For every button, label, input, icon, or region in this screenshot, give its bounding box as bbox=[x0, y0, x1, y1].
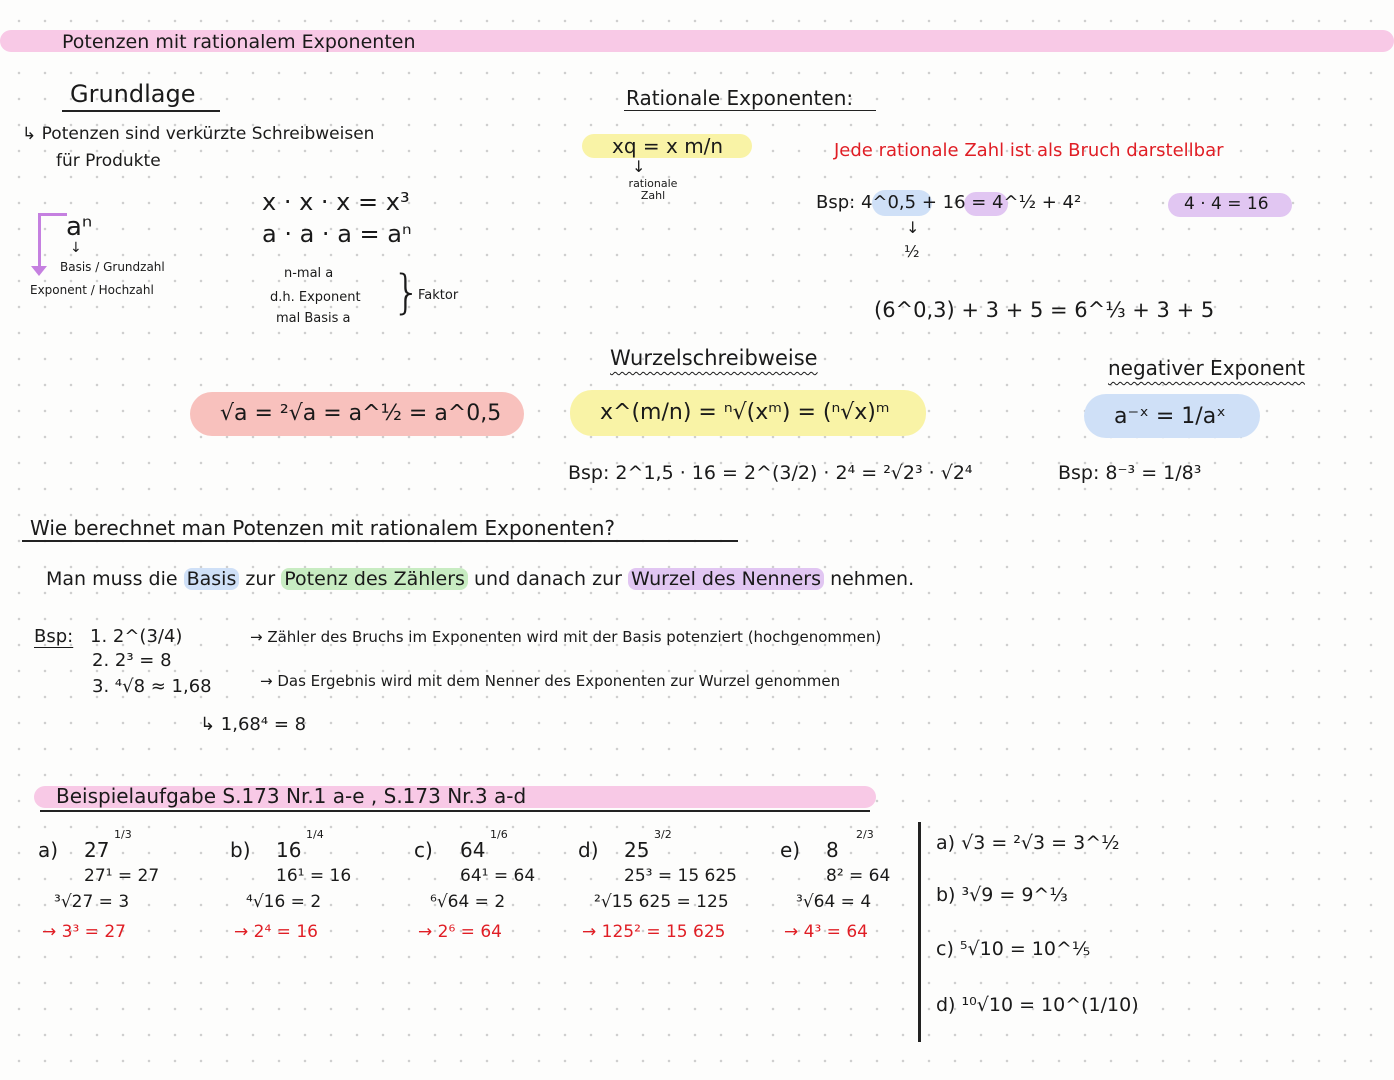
beispiel-heading: Beispielaufgabe S.173 Nr.1 a-e , S.173 Nr.3 a-d bbox=[56, 784, 527, 808]
q-arrow-icon: ↓ bbox=[632, 157, 646, 176]
wie-heading: Wie berechnet man Potenzen mit rationalem Exponenten? bbox=[30, 516, 615, 540]
beispiel-line4: → 3³ = 27 bbox=[42, 922, 126, 942]
beispiel-base: 27 bbox=[84, 838, 110, 862]
beispiel-line4: → 4³ = 64 bbox=[784, 922, 868, 942]
beispiel-line2: 64¹ = 64 bbox=[460, 866, 536, 886]
beispiel-label: d) bbox=[578, 838, 599, 862]
beispiel-right-item: b) ³√9 = 9^⅓ bbox=[936, 884, 1068, 906]
wurzel-heading: Wurzelschreibweise bbox=[610, 346, 818, 370]
beispiel-line4: → 2⁶ = 64 bbox=[418, 922, 502, 942]
exponent-arrow-head bbox=[31, 266, 47, 276]
wie-s6: Wurzel des Nenners bbox=[628, 568, 824, 590]
beispiel-right-item: d) ¹⁰√10 = 10^(1/10) bbox=[936, 994, 1139, 1016]
beispiel-exp: 1/4 bbox=[306, 828, 324, 841]
wie-s5: und danach zur bbox=[474, 568, 622, 590]
n-mal-a: n-mal a bbox=[284, 266, 334, 281]
beispiel-exp: 3/2 bbox=[654, 828, 672, 841]
beispiel-line2: 25³ = 15 625 bbox=[624, 866, 737, 886]
beispiel-line3: ⁶√64 = 2 bbox=[430, 892, 506, 912]
rational-formula: xq = x m/n bbox=[612, 134, 724, 158]
beispiel-base: 64 bbox=[460, 838, 486, 862]
half-arrow-icon: ↓ bbox=[906, 218, 920, 237]
brace-icon: } bbox=[392, 265, 422, 319]
wie-l1: 1. 2^(3/4) bbox=[90, 626, 183, 647]
negativ-heading: negativer Exponent bbox=[1108, 356, 1305, 380]
wie-underline bbox=[22, 540, 738, 542]
beispiel-line3: ³√64 = 4 bbox=[796, 892, 872, 912]
basis-label: Basis / Grundzahl bbox=[60, 260, 165, 274]
beispiel-right-item: a) √3 = ²√3 = 3^½ bbox=[936, 832, 1120, 854]
wie-l3-note: → Das Ergebnis wird mit dem Nenner des Exponenten zur Wurzel genommen bbox=[260, 672, 841, 690]
beispiel-label: a) bbox=[38, 838, 59, 862]
beispiel-label: c) bbox=[414, 838, 433, 862]
beispiel-line2: 16¹ = 16 bbox=[276, 866, 352, 886]
grundlage-underline bbox=[62, 110, 220, 112]
beispiel-line3: ²√15 625 = 125 bbox=[594, 892, 729, 912]
rational-heading: Rationale Exponenten: bbox=[626, 86, 854, 110]
beispiel-line2: 27¹ = 27 bbox=[84, 866, 160, 886]
mal-basis: mal Basis a bbox=[276, 311, 351, 326]
rational-bsp: Bsp: 4^0,5 + 16 = 4^½ + 4² bbox=[816, 192, 1082, 213]
wie-s7: nehmen. bbox=[830, 568, 915, 590]
negativ-bsp: Bsp: 8⁻³ = 1/8³ bbox=[1058, 462, 1202, 484]
eq-aaa: a · a · a = aⁿ bbox=[262, 220, 412, 248]
beispiel-line3: ⁴√16 = 2 bbox=[246, 892, 322, 912]
wie-l3: 3. ⁴√8 ≈ 1,68 bbox=[92, 676, 212, 697]
beispiel-base: 16 bbox=[276, 838, 302, 862]
sqrt-formula: √a = ²√a = a^½ = a^0,5 bbox=[220, 401, 502, 426]
wie-s1: Man muss die bbox=[46, 568, 178, 590]
exponent-label: Exponent / Hochzahl bbox=[30, 283, 154, 297]
down-arrow-icon: ↓ bbox=[70, 240, 82, 256]
column-divider bbox=[918, 822, 921, 1042]
product-eq: 4 · 4 = 16 bbox=[1184, 194, 1269, 214]
beispiel-line4: → 2⁴ = 16 bbox=[234, 922, 318, 942]
beispiel-line2: 8² = 64 bbox=[826, 866, 891, 886]
page-title: Potenzen mit rationalem Exponenten bbox=[62, 31, 416, 53]
wie-s4: Potenz des Zählers bbox=[281, 568, 468, 590]
beispiel-label: b) bbox=[230, 838, 251, 862]
beispiel-line4: → 125² = 15 625 bbox=[582, 922, 726, 942]
beispiel-right-item: c) ⁵√10 = 10^⅕ bbox=[936, 938, 1091, 960]
wie-l2: 2. 2³ = 8 bbox=[92, 650, 172, 671]
half-value: ½ bbox=[904, 242, 920, 261]
a-power-n: aⁿ bbox=[66, 212, 93, 242]
negativ-formula: a⁻ˣ = 1/aˣ bbox=[1114, 404, 1226, 429]
beispiel-exp: 1/3 bbox=[114, 828, 132, 841]
wurzel-bsp: Bsp: 2^1,5 · 16 = 2^(3/2) · 2⁴ = ²√2³ · √2⁴ bbox=[568, 462, 973, 484]
wurzel-formula: x^(m/n) = ⁿ√(xᵐ) = (ⁿ√x)ᵐ bbox=[600, 400, 890, 425]
rational-eq2: (6^0,3) + 3 + 5 = 6^⅓ + 3 + 5 bbox=[874, 298, 1215, 322]
wie-sentence bbox=[46, 568, 914, 590]
grundlage-intro1: ↳ Potenzen sind verkürzte Schreibweisen bbox=[22, 124, 375, 144]
beispiel-line3: ³√27 = 3 bbox=[54, 892, 130, 912]
beispiel-exp: 1/6 bbox=[490, 828, 508, 841]
grundlage-heading: Grundlage bbox=[70, 80, 196, 108]
rational-statement: Jede rationale Zahl ist als Bruch darstellbar bbox=[834, 140, 1224, 161]
wie-bsp-label: Bsp: bbox=[34, 626, 74, 647]
eq-xxx: x · x · x = x³ bbox=[262, 188, 410, 216]
wie-s3: zur bbox=[245, 568, 276, 590]
beispiel-base: 8 bbox=[826, 838, 839, 862]
wie-l4: ↳ 1,68⁴ = 8 bbox=[200, 714, 307, 735]
faktor-label: Faktor bbox=[418, 288, 459, 303]
beispiel-exp: 2/3 bbox=[856, 828, 874, 841]
rational-underline bbox=[624, 110, 876, 111]
wie-s2: Basis bbox=[184, 568, 240, 590]
grundlage-intro2: für Produkte bbox=[56, 151, 161, 171]
beispiel-label: e) bbox=[780, 838, 801, 862]
wie-l1-note: → Zähler des Bruchs im Exponenten wird mit der Basis potenziert (hochgenommen) bbox=[250, 628, 882, 646]
dh-exponent: d.h. Exponent bbox=[270, 290, 361, 305]
beispiel-underline bbox=[40, 810, 870, 812]
beispiel-base: 25 bbox=[624, 838, 650, 862]
rationale-zahl-note: rationale Zahl bbox=[628, 177, 678, 202]
